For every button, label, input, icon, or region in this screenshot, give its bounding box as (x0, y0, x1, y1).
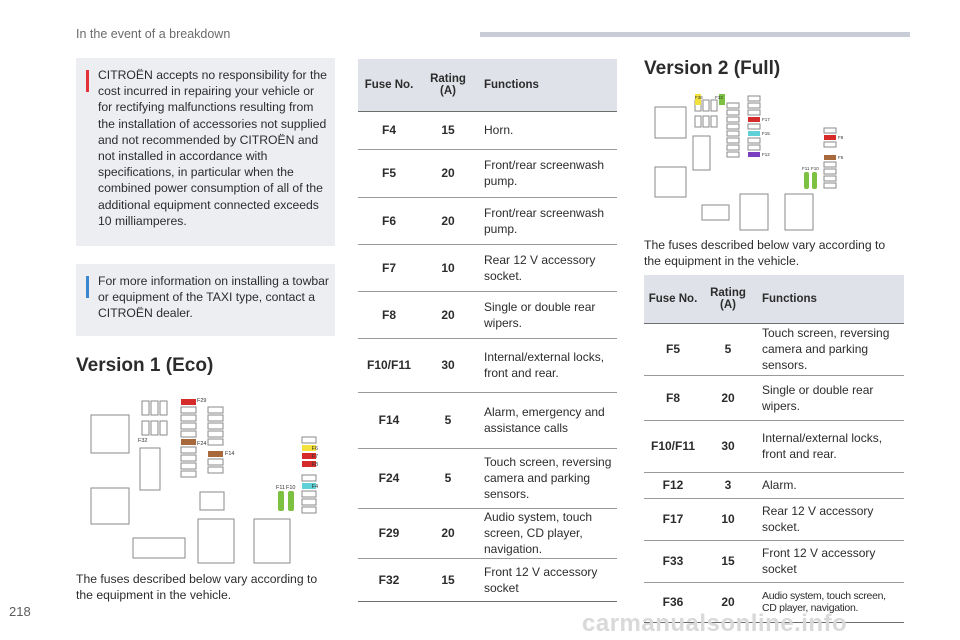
version2-fuse-table (644, 275, 904, 623)
fuse-number: F4 (358, 111, 420, 149)
fuse-function: Front 12 V accessory socket (476, 558, 617, 601)
fuse-number: F5 (644, 323, 702, 375)
diagram-label: F6 (311, 446, 318, 452)
fuse-rating: 20 (420, 291, 476, 338)
version1-title: Version 1 (Eco) (76, 355, 214, 376)
table-row (644, 375, 904, 420)
diagram-label: F10 (286, 485, 296, 491)
table-row (358, 197, 617, 244)
fuse-function: Internal/external locks, front and rear. (754, 420, 904, 472)
table-row (358, 111, 617, 149)
fuse-number: F6 (358, 197, 420, 244)
table-row (358, 338, 617, 392)
table-row (358, 448, 617, 508)
diagram-label: F8 (838, 135, 844, 140)
fuse-rating: 20 (702, 582, 754, 622)
header-functions: Functions (476, 59, 617, 111)
table-row (644, 472, 904, 498)
fuse-function: Touch screen, reversing camera and parking sensors. (476, 448, 617, 508)
diagram-label: F36 (695, 95, 703, 100)
header-rating: Rating (A) (420, 59, 476, 111)
info-text: For more information on installing a towbar or equipment of the TAXI type, contact a CITROËN dealer. (98, 274, 329, 321)
page-number: 218 (9, 604, 31, 619)
fuse-function: Single or double rear wipers. (754, 375, 904, 420)
fuse-number: F17 (644, 498, 702, 540)
diagram-label: F8 (311, 462, 318, 468)
fuse-rating: 20 (702, 375, 754, 420)
fuse-rating: 15 (420, 111, 476, 149)
version1-fuse-diagram (88, 393, 320, 565)
fuse-function: Audio system, touch screen, CD player, navigation. (476, 508, 617, 558)
fuse-number: F32 (358, 558, 420, 601)
fuse-rating: 5 (420, 448, 476, 508)
table-row (358, 244, 617, 291)
section-header: In the event of a breakdown (76, 27, 231, 41)
fuse-number: F8 (644, 375, 702, 420)
fuse-number: F29 (358, 508, 420, 558)
diagram-label: F29 (197, 398, 207, 404)
fuse-function: Front 12 V accessory socket (754, 540, 904, 582)
version1-fuse-table (358, 59, 617, 602)
fuse-rating: 10 (702, 498, 754, 540)
header-rating: Rating (A) (702, 275, 754, 323)
fuse-rating: 3 (702, 472, 754, 498)
fuse-rating: 5 (420, 392, 476, 448)
info-icon (86, 276, 89, 298)
fuse-number: F36 (644, 582, 702, 622)
diagram-label: F32 (138, 438, 148, 444)
table-row (358, 291, 617, 338)
table-row (358, 149, 617, 197)
header-fuse-no: Fuse No. (644, 275, 702, 323)
fuse-function: Front/rear screenwash pump. (476, 149, 617, 197)
fuse-function: Horn. (476, 111, 617, 149)
diagram-label: F7 (311, 454, 318, 460)
warning-note (76, 58, 335, 246)
diagram-label: F33 (715, 95, 723, 100)
fuse-function: Audio system, touch screen, CD player, navigation. (754, 582, 904, 622)
fuse-rating: 15 (420, 558, 476, 601)
diagram-label: F4 (311, 484, 318, 490)
table-row (358, 558, 617, 601)
fuse-number: F14 (358, 392, 420, 448)
fuse-function: Rear 12 V accessory socket. (476, 244, 617, 291)
fuse-function: Front/rear screenwash pump. (476, 197, 617, 244)
fuse-number: F10/F11 (358, 338, 420, 392)
header-bar (480, 32, 910, 37)
fuse-rating: 20 (420, 197, 476, 244)
fuse-number: F10/F11 (644, 420, 702, 472)
fuse-number: F5 (358, 149, 420, 197)
fuse-number: F7 (358, 244, 420, 291)
diagram-label: F12 (762, 152, 770, 157)
fuse-function: Alarm, emergency and assistance calls (476, 392, 617, 448)
diagram-label: F5 (838, 155, 844, 160)
table-row (358, 508, 617, 558)
fuse-rating: 15 (702, 540, 754, 582)
diagram-label: F11 (802, 166, 810, 171)
diagram-label: F11 (276, 485, 286, 491)
diagram-label: F15 (762, 131, 770, 136)
fuse-rating: 30 (420, 338, 476, 392)
fuse-rating: 30 (702, 420, 754, 472)
fuse-function: Touch screen, reversing camera and parking sensors. (754, 323, 904, 375)
fuse-rating: 5 (702, 323, 754, 375)
diagram-label: F17 (762, 117, 770, 122)
diagram-label: F24 (197, 441, 207, 447)
version2-title: Version 2 (Full) (644, 58, 781, 79)
diagram-label: F10 (811, 166, 819, 171)
fuse-number: F12 (644, 472, 702, 498)
table-row (644, 323, 904, 375)
table-row (644, 420, 904, 472)
table-row (358, 392, 617, 448)
header-functions: Functions (754, 275, 904, 323)
fuse-number: F33 (644, 540, 702, 582)
table-row (644, 498, 904, 540)
diagram-label: F14 (225, 451, 235, 457)
watermark: carmanualsonline.info (582, 610, 848, 637)
version2-caption: The fuses described below vary according to the equipment in the vehicle. (644, 238, 886, 268)
fuse-function: Single or double rear wipers. (476, 291, 617, 338)
version2-fuse-diagram (652, 92, 848, 232)
fuse-number: F8 (358, 291, 420, 338)
warning-text: CITROËN accepts no responsibility for the cost incurred in repairing your vehicle or for rectifying malfunctions resulting from the installation of accessories not supplied and not recommended by CITROËN and not installed in accordance with specifications, in particular when the combined power consumption of all of the additional equipment connected exceeds 10 milliamperes. (98, 68, 327, 228)
info-note (76, 264, 335, 336)
fuse-number: F24 (358, 448, 420, 508)
fuse-function: Internal/external locks, front and rear. (476, 338, 617, 392)
fuse-function: Rear 12 V accessory socket. (754, 498, 904, 540)
fuse-rating: 20 (420, 508, 476, 558)
table-row (644, 540, 904, 582)
fuse-rating: 20 (420, 149, 476, 197)
fuse-rating: 10 (420, 244, 476, 291)
version1-caption: The fuses described below vary according to the equipment in the vehicle. (76, 572, 318, 602)
header-fuse-no: Fuse No. (358, 59, 420, 111)
exclamation-icon (86, 70, 89, 92)
fuse-function: Alarm. (754, 472, 904, 498)
